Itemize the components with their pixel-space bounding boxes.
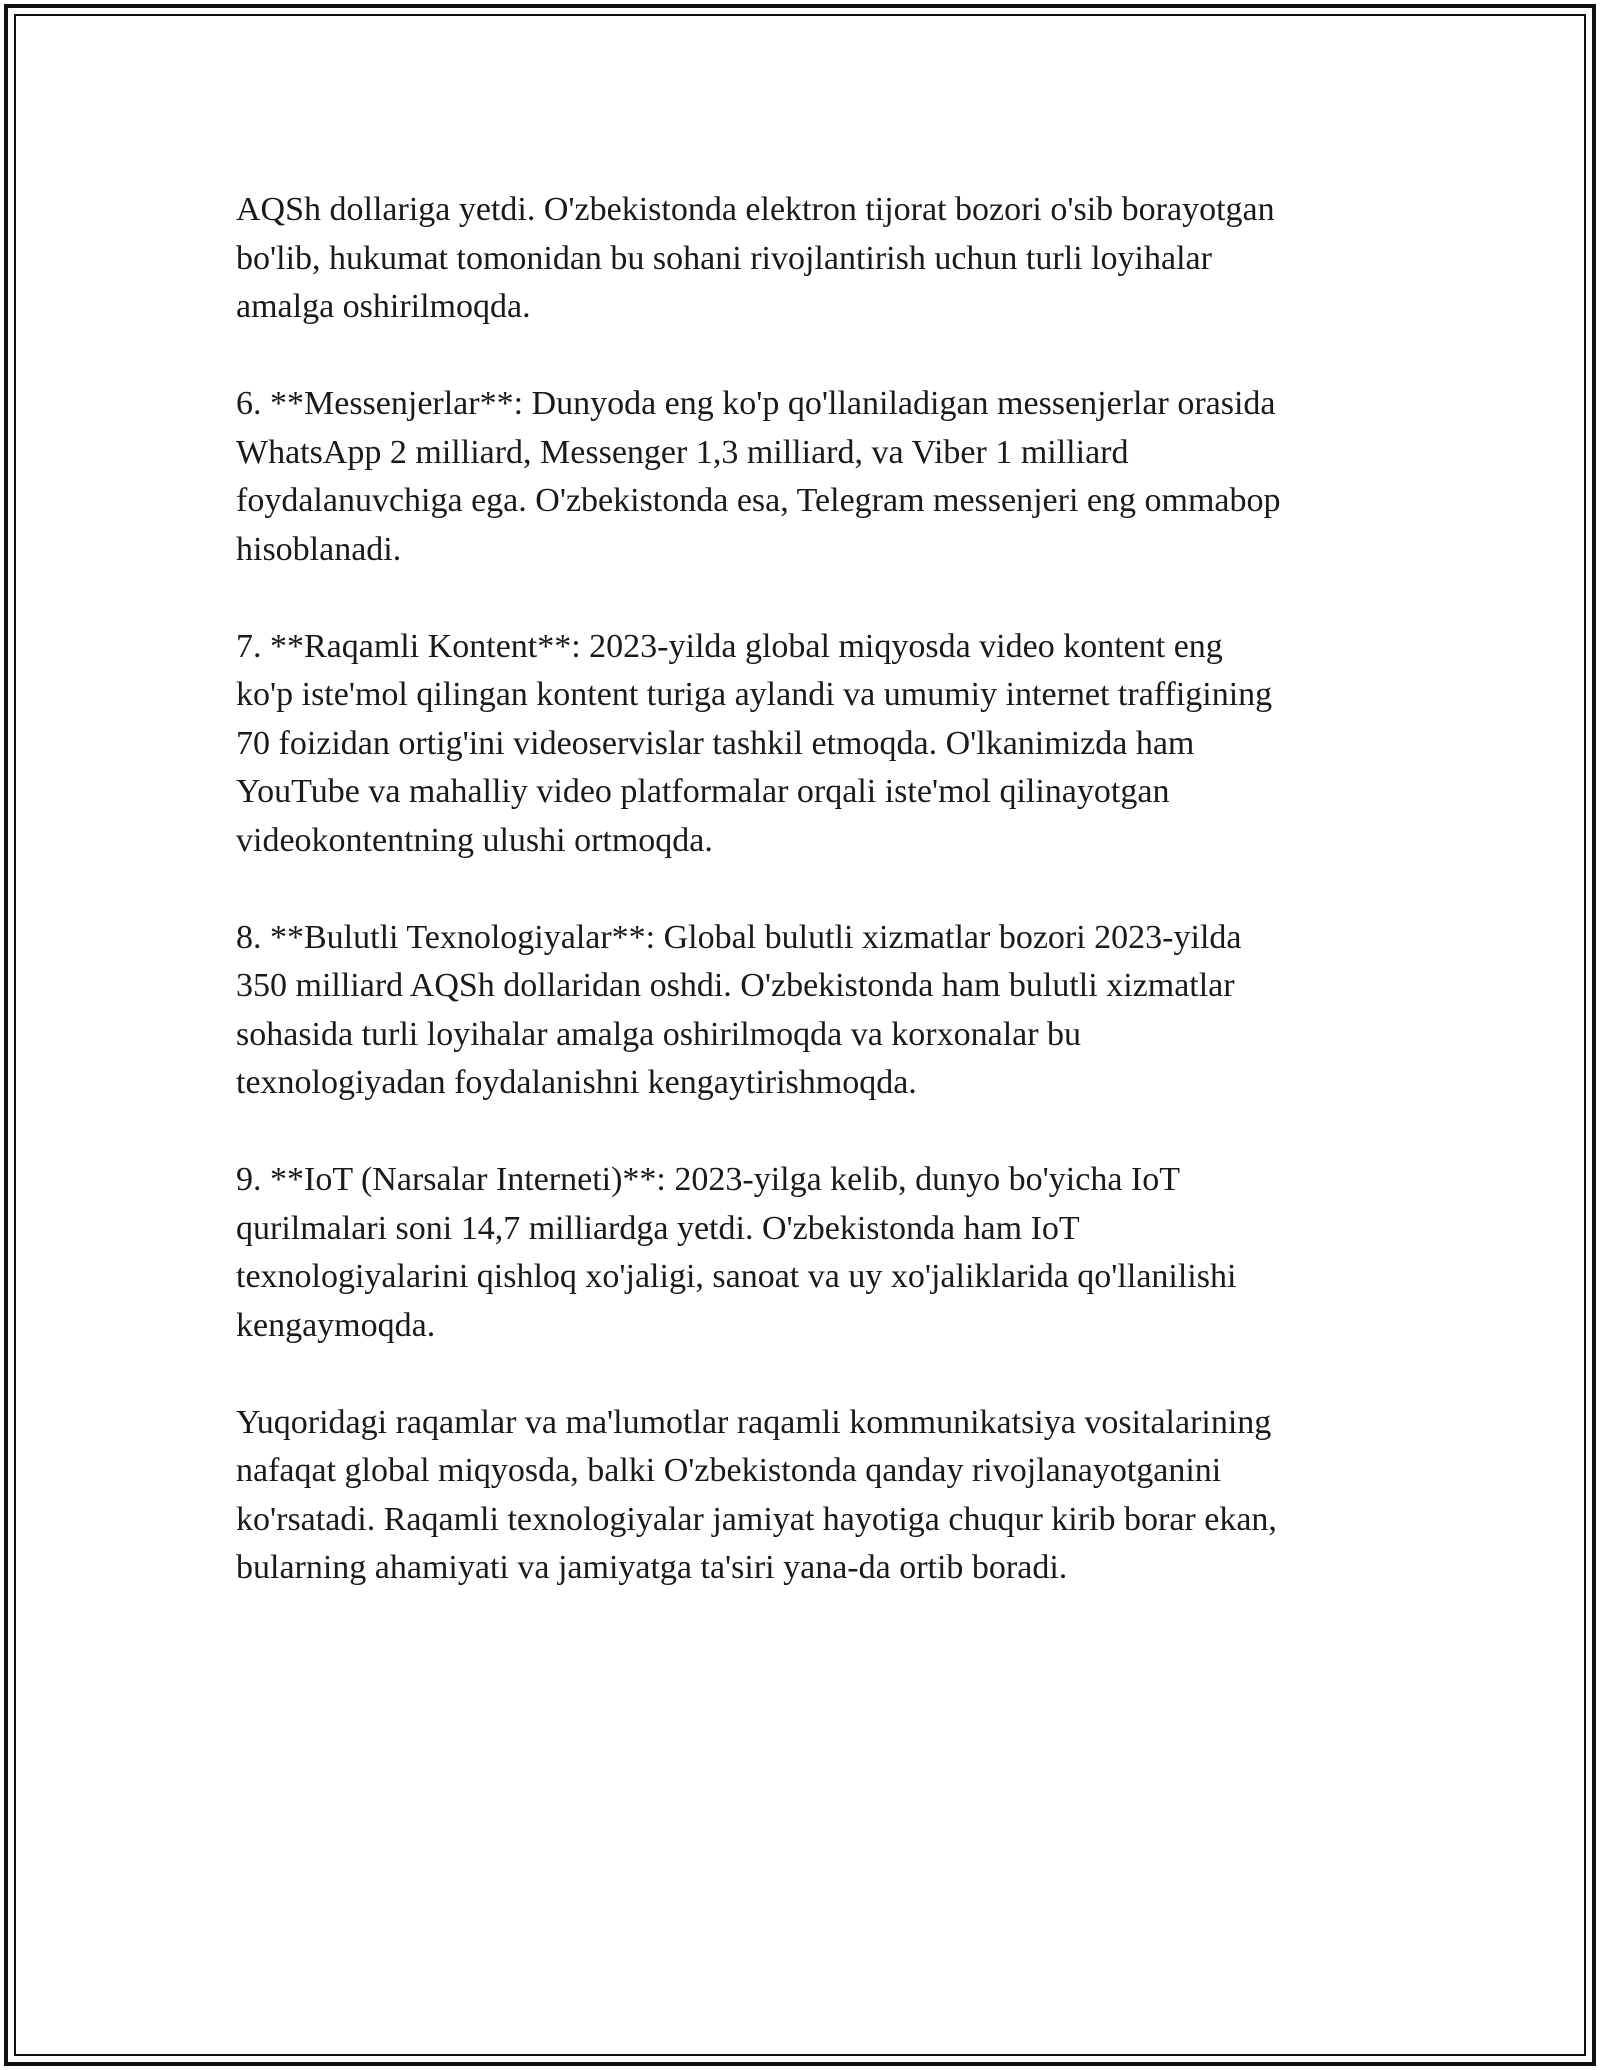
text-line: ko'p iste'mol qilingan kontent turiga aylandi va umumiy internet traffigining bbox=[236, 676, 1273, 713]
text-line: sohasida turli loyihalar amalga oshirilmoqda va korxonalar bu bbox=[236, 1015, 1082, 1053]
text-line: texnologiyadan foydalanishni kengaytirishmoqda. bbox=[236, 1064, 917, 1101]
text-line: 9. **IoT (Narsalar Interneti)**: 2023-yilga kelib, dunyo bo'yicha IoT bbox=[236, 1161, 1181, 1198]
text-line: YouTube va mahalliy video platformalar orqali iste'mol qilinayotgan bbox=[236, 773, 1170, 810]
text-line: nafaqat global miqyosda, balki O'zbekistonda qanday rivojlanayotganini bbox=[236, 1452, 1222, 1489]
text-line: 7. **Raqamli Kontent**: 2023-yilda global miqyosda video kontent eng bbox=[236, 627, 1223, 665]
text-line: foydalanuvchiga ega. O'zbekistonda esa, Telegram messenjeri eng ommabop bbox=[236, 482, 1281, 519]
text-line: bularning ahamiyati va jamiyatga ta'siri yana-da ortib boradi. bbox=[236, 1549, 1068, 1586]
text-line: bo'lib, hukumat tomonidan bu sohani rivojlantirish uchun turli loyihalar bbox=[236, 239, 1212, 277]
text-line: texnologiyalarini qishloq xo'jaligi, sanoat va uy xo'jaliklarida qo'llanilishi bbox=[236, 1258, 1237, 1295]
paragraph-iot bbox=[236, 1156, 1386, 1350]
text-line: amalga oshirilmoqda. bbox=[236, 288, 531, 325]
paragraph-messengers bbox=[236, 380, 1386, 574]
paragraph-cloud-technologies bbox=[236, 914, 1386, 1108]
text-line: ko'rsatadi. Raqamli texnologiyalar jamiyat hayotiga chuqur kirib borar ekan, bbox=[236, 1500, 1277, 1538]
text-line: 6. **Messenjerlar**: Dunyoda eng ko'p qo'llaniladigan messenjerlar orasida bbox=[236, 385, 1276, 422]
paragraph-digital-content bbox=[236, 623, 1386, 866]
text-line: videokontentning ulushi ortmoqda. bbox=[236, 821, 713, 859]
document-body bbox=[236, 186, 1386, 1593]
text-line: kengaymoqda. bbox=[236, 1306, 436, 1344]
paragraph-conclusion bbox=[236, 1399, 1386, 1593]
text-line: 350 milliard AQSh dollaridan oshdi. O'zbekistonda ham bulutli xizmatlar bbox=[236, 967, 1235, 1004]
text-line: qurilmalari soni 14,7 milliardga yetdi. O'zbekistonda ham IoT bbox=[236, 1209, 1080, 1247]
text-line: 70 foizidan ortig'ini videoservislar tashkil etmoqda. O'lkanimizda ham bbox=[236, 724, 1195, 762]
text-line: AQSh dollariga yetdi. O'zbekistonda elektron tijorat bozori o'sib borayotgan bbox=[236, 191, 1275, 228]
text-line: WhatsApp 2 milliard, Messenger 1,3 milliard, va Viber 1 milliard bbox=[236, 433, 1129, 471]
text-line: Yuqoridagi raqamlar va ma'lumotlar raqamli kommunikatsiya vositalarining bbox=[236, 1403, 1272, 1441]
paragraph-ecommerce-continued bbox=[236, 186, 1386, 332]
text-line: 8. **Bulutli Texnologiyalar**: Global bulutli xizmatlar bozori 2023-yilda bbox=[236, 918, 1242, 956]
text-line: hisoblanadi. bbox=[236, 530, 402, 568]
